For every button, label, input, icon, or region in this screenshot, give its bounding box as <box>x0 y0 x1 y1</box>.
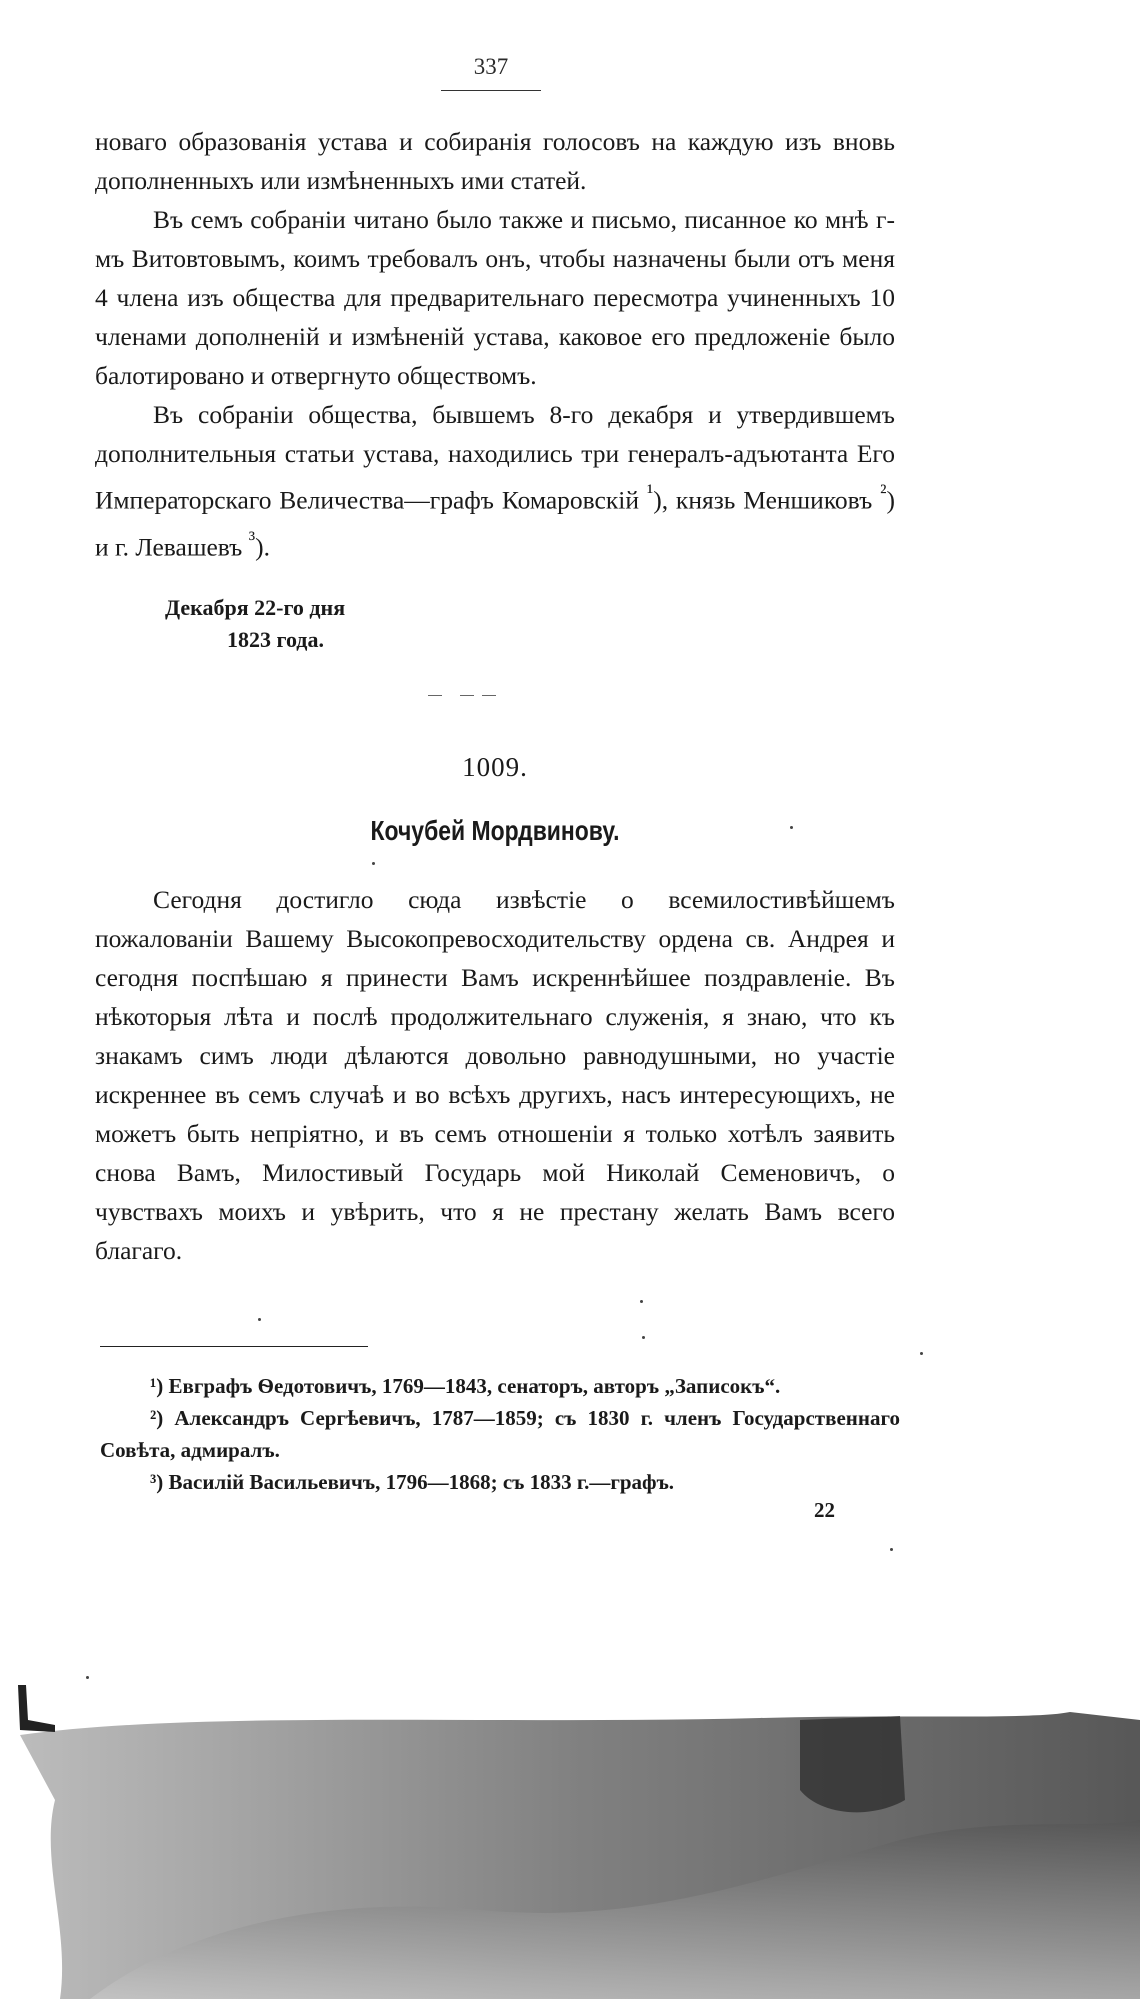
footnote-ref-2: ² <box>880 480 887 504</box>
smudge-dark-patch <box>800 1716 905 1812</box>
smudge-left-stroke <box>18 1685 55 1732</box>
footnote-1: ¹) Евграфъ Ѳедотовичъ, 1769—1843, сенаторъ, авторъ „Записокъ“. <box>150 1374 781 1398</box>
paragraph-3-text-a: Въ собраніи общества, бывшемъ 8-го декабря и утвердившемъ дополнительныя статьи устава, находились три генералъ-адъютанта Его Императорскаго Величества—графъ Комаровскій <box>95 400 895 515</box>
letter-paragraph: Сегодня достигло сюда извѣстіе о всемилостивѣйшемъ пожалованіи Вашему Высокопревосходительству ордена св. Андрея и сегодня поспѣшаю я принести Вамъ искреннѣйшее поздравленіе. Въ нѣкоторыя лѣта и послѣ продолжительнаго служенія, я знаю, что къ знакамъ симъ люди дѣлаются довольно равнодушными, но участіе искреннее въ семъ случаѣ и во всѣхъ другихъ, насъ интересующихъ, не можетъ быть непріятно, и въ семъ отношеніи я только хотѣлъ заявить снова Вамъ, Милостивый Государь мой Николай Семеновичъ, о чувствахъ моихъ и увѣрить, что я не престану желать Вамъ всего благаго. <box>95 885 895 1265</box>
separator-dash-1 <box>428 695 442 696</box>
speck <box>86 1676 89 1679</box>
footnote-ref-3: ³ <box>248 526 256 551</box>
speck <box>640 1300 643 1303</box>
paragraph-1: новаго образованія устава и собиранія голосовъ на каждую изъ вновь дополненныхъ или измѣненныхъ ими статей. <box>95 127 895 195</box>
separator-dash-2 <box>460 695 474 696</box>
letter-title: Кочубей Мордвинову. <box>370 815 620 846</box>
separator-dash-3 <box>482 695 496 696</box>
signoff-date: Декабря 22-го дня <box>165 595 346 620</box>
signoff-year: 1823 года. <box>227 627 324 652</box>
footnote-rule <box>100 1346 368 1347</box>
footnotes <box>100 1370 900 1498</box>
signoff <box>165 592 345 656</box>
footnote-3: ³) Василій Васильевичъ, 1796—1868; съ 1833 г.—графъ. <box>150 1470 675 1494</box>
continuation-text <box>95 122 895 566</box>
footnote-ref-1: ¹ <box>646 480 654 504</box>
page-number: 337 <box>473 54 509 79</box>
paragraph-2: Въ семъ собраніи читано было также и письмо, писанное ко мнѣ г-мъ Витовтовымъ, коимъ требовалъ онъ, чтобы назначены были отъ меня 4 члена изъ общества для предварительнаго пересмотра учиненныхъ 10 членами дополненій и измѣненій устава, каковое его предложеніе было балотировано и отвергнуто обществомъ. <box>95 205 895 390</box>
signature-mark: 22 <box>814 1498 835 1522</box>
footnote-2: ²) Александръ Сергѣевичъ, 1787—1859; съ 1830 г. членъ Государственнаго Совѣта, адмиралъ. <box>100 1406 900 1462</box>
paragraph-3-text-c: ) и г. Левашевъ <box>95 485 895 561</box>
scan-smudge <box>0 1680 1140 1999</box>
paragraph-3 <box>95 395 895 566</box>
speck <box>790 826 793 829</box>
letter-number: 1009. <box>462 752 528 782</box>
page-number-rule <box>441 90 541 91</box>
speck <box>642 1336 645 1339</box>
letter-body <box>95 880 895 1270</box>
speck <box>890 1548 893 1551</box>
paragraph-3-text-end: ). <box>255 532 270 561</box>
speck <box>920 1352 923 1355</box>
speck <box>372 862 375 865</box>
paragraph-3-text-b: ), князь Меншиковъ <box>653 485 881 515</box>
speck <box>258 1318 261 1321</box>
